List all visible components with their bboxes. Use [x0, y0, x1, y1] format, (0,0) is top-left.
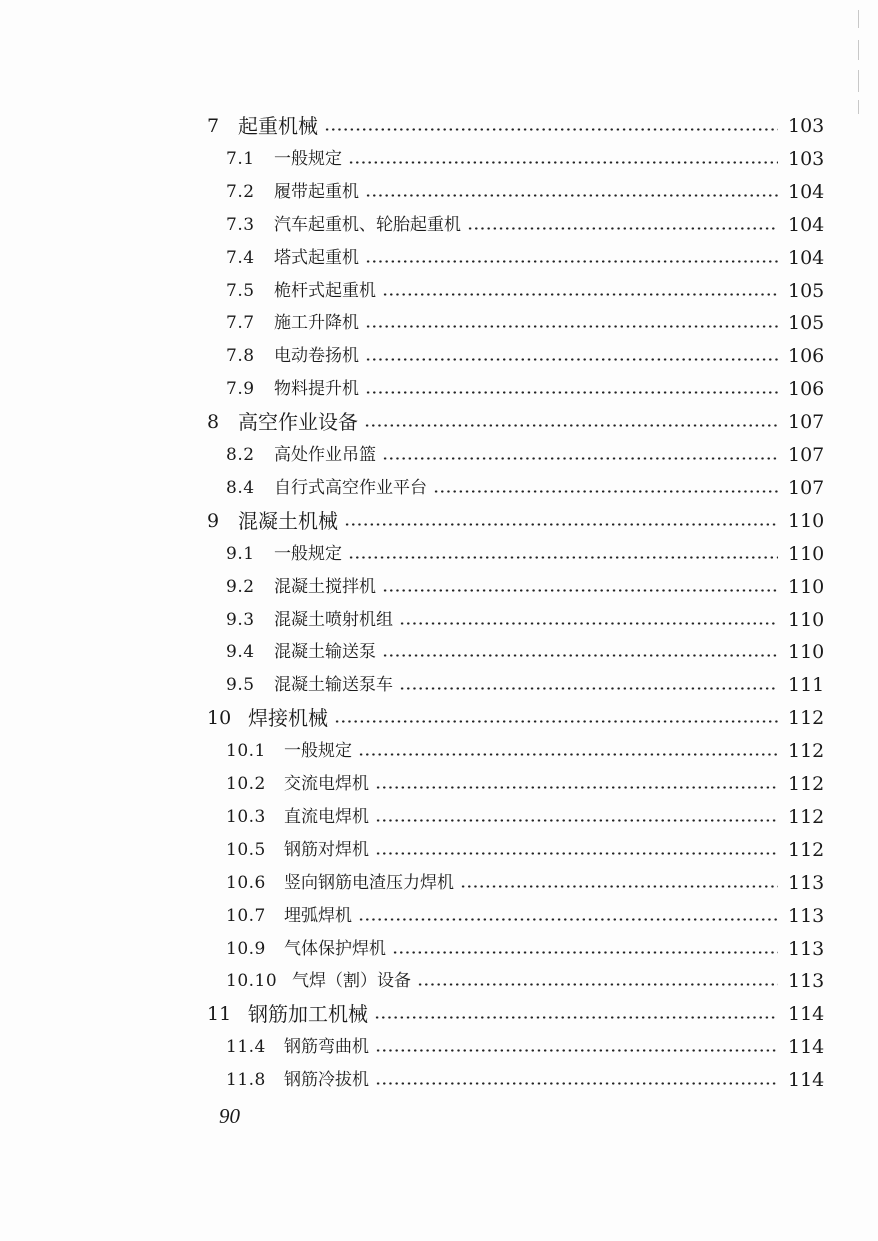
entry-page: 103 — [788, 115, 825, 137]
entry-page: 104 — [788, 180, 825, 203]
toc-entry — [0, 276, 878, 306]
scan-edge-marks — [856, 10, 862, 120]
dot-leader — [344, 523, 778, 526]
entry-title: 桅杆式起重机 — [274, 280, 376, 301]
page-number: 90 — [219, 1104, 240, 1128]
toc-entry — [0, 999, 878, 1029]
entry-page: 114 — [788, 1036, 825, 1059]
entry-page: 110 — [788, 509, 825, 532]
toc-entry — [0, 572, 878, 602]
dot-leader — [399, 622, 778, 625]
toc-entry — [0, 308, 878, 338]
entry-page: 112 — [788, 838, 825, 861]
entry-title: 交流电焊机 — [284, 774, 369, 794]
dot-leader — [467, 227, 778, 230]
entry-page: 114 — [788, 1069, 825, 1092]
dot-leader — [374, 1016, 778, 1019]
entry-title: 高处作业吊篮 — [274, 445, 376, 465]
entry-page: 107 — [788, 444, 825, 466]
entry-number: 7.9 — [226, 379, 255, 400]
entry-page: 104 — [788, 246, 825, 269]
dot-leader — [382, 654, 778, 657]
toc-entry — [0, 835, 878, 865]
dot-leader — [358, 753, 778, 756]
toc-entry — [0, 407, 878, 437]
entry-title: 物料提升机 — [274, 379, 359, 400]
toc-entry — [0, 670, 878, 700]
dot-leader — [334, 720, 778, 723]
entry-page: 110 — [788, 641, 825, 664]
entry-number: 8 — [207, 411, 220, 434]
dot-leader — [365, 194, 778, 197]
dot-leader — [392, 951, 778, 954]
toc-entry — [0, 473, 878, 503]
entry-number: 10.6 — [226, 872, 266, 893]
entry-number: 7 — [207, 115, 220, 137]
entry-title: 埋弧焊机 — [284, 905, 352, 926]
entry-page: 112 — [788, 773, 825, 795]
entry-number: 10.5 — [226, 839, 266, 860]
dot-leader — [382, 293, 778, 296]
entry-number: 9.2 — [226, 576, 255, 597]
entry-page: 113 — [788, 937, 825, 960]
entry-number: 10.3 — [226, 806, 266, 827]
dot-leader — [382, 589, 778, 592]
toc-entry — [0, 111, 878, 141]
entry-number: 7.3 — [226, 214, 255, 235]
entry-title: 汽车起重机、轮胎起重机 — [274, 214, 461, 235]
entry-number: 8.2 — [226, 445, 255, 465]
entry-number: 11.4 — [226, 1037, 266, 1058]
entry-number: 10.2 — [226, 774, 266, 794]
entry-title: 混凝土机械 — [238, 508, 338, 533]
entry-page: 112 — [788, 707, 825, 730]
entry-number: 9.3 — [226, 609, 255, 630]
toc-entry — [0, 769, 878, 799]
entry-title: 钢筋弯曲机 — [284, 1037, 369, 1058]
toc-entry — [0, 1032, 878, 1062]
entry-title: 一般规定 — [274, 148, 342, 169]
entry-title: 电动卷扬机 — [274, 346, 359, 367]
entry-title: 履带起重机 — [274, 181, 359, 202]
entry-page: 104 — [788, 213, 825, 236]
entry-number: 7.8 — [226, 346, 255, 367]
toc-entry — [0, 901, 878, 931]
entry-page: 106 — [788, 345, 825, 368]
toc-entry — [0, 1065, 878, 1095]
entry-number: 9.5 — [226, 675, 255, 696]
entry-page: 107 — [788, 476, 825, 499]
entry-page: 113 — [788, 970, 825, 993]
entry-title: 混凝土输送泵 — [274, 642, 376, 663]
entry-title: 气焊（割）设备 — [292, 971, 411, 992]
entry-title: 钢筋加工机械 — [248, 1002, 368, 1027]
entry-page: 105 — [788, 279, 825, 302]
entry-title: 气体保护焊机 — [284, 938, 386, 959]
toc-entry — [0, 703, 878, 733]
toc-entry — [0, 374, 878, 404]
toc-entry — [0, 637, 878, 667]
entry-number: 11.8 — [226, 1070, 266, 1091]
entry-title: 高空作业设备 — [238, 410, 358, 435]
toc-entry — [0, 539, 878, 569]
toc-entry — [0, 440, 878, 470]
dot-leader — [348, 161, 778, 164]
entry-title: 混凝土搅拌机 — [274, 576, 376, 597]
entry-title: 起重机械 — [238, 114, 318, 138]
entry-title: 钢筋冷拔机 — [284, 1070, 369, 1091]
entry-title: 自行式高空作业平台 — [274, 477, 427, 498]
entry-number: 7.2 — [226, 181, 255, 202]
dot-leader — [348, 556, 778, 559]
dot-leader — [433, 490, 778, 493]
entry-title: 竖向钢筋电渣压力焊机 — [284, 872, 454, 893]
toc-entry — [0, 966, 878, 996]
toc-entry — [0, 934, 878, 964]
dot-leader — [365, 260, 778, 263]
toc-entry — [0, 506, 878, 536]
entry-title: 一般规定 — [274, 543, 342, 564]
entry-page: 107 — [788, 411, 825, 434]
entry-title: 塔式起重机 — [274, 247, 359, 268]
dot-leader — [375, 786, 778, 789]
dot-leader — [358, 918, 778, 921]
dot-leader — [375, 1049, 778, 1052]
entry-number: 10.10 — [226, 971, 278, 992]
dot-leader — [365, 391, 778, 394]
entry-title: 混凝土喷射机组 — [274, 609, 393, 630]
toc-entry — [0, 736, 878, 766]
dot-leader — [365, 358, 778, 361]
toc-entry — [0, 868, 878, 898]
dot-leader — [365, 325, 778, 328]
entry-number: 9.1 — [226, 543, 255, 564]
dot-leader — [460, 885, 778, 888]
entry-title: 直流电焊机 — [284, 806, 369, 827]
entry-page: 111 — [788, 674, 825, 697]
entry-number: 9 — [207, 509, 220, 532]
entry-page: 110 — [788, 542, 825, 565]
entry-number: 7.4 — [226, 247, 255, 268]
dot-leader — [375, 819, 778, 822]
entry-number: 10.7 — [226, 905, 266, 926]
entry-title: 焊接机械 — [248, 706, 328, 731]
dot-leader — [375, 852, 778, 855]
entry-number: 10.9 — [226, 938, 266, 959]
toc-entry — [0, 341, 878, 371]
dot-leader — [324, 128, 778, 131]
entry-number: 10 — [207, 707, 232, 730]
entry-page: 113 — [788, 871, 825, 894]
toc-entry — [0, 144, 878, 174]
toc-entry — [0, 210, 878, 240]
entry-page: 114 — [788, 1003, 825, 1026]
entry-page: 110 — [788, 608, 825, 631]
dot-leader — [382, 457, 778, 460]
toc-entry — [0, 802, 878, 832]
entry-number: 9.4 — [226, 642, 255, 663]
entry-number: 7.1 — [226, 148, 255, 169]
toc-entry — [0, 243, 878, 273]
entry-page: 106 — [788, 378, 825, 401]
entry-page: 110 — [788, 575, 825, 598]
entry-title: 一般规定 — [284, 741, 352, 762]
entry-page: 113 — [788, 904, 825, 927]
entry-number: 7.5 — [226, 280, 255, 301]
entry-title: 钢筋对焊机 — [284, 839, 369, 860]
toc-entry — [0, 177, 878, 207]
dot-leader — [417, 983, 778, 986]
toc-entry — [0, 605, 878, 635]
entry-title: 混凝土输送泵车 — [274, 675, 393, 696]
entry-number: 10.1 — [226, 741, 266, 762]
dot-leader — [399, 687, 778, 690]
entry-number: 8.4 — [226, 477, 255, 498]
entry-page: 103 — [788, 147, 825, 170]
entry-page: 105 — [788, 312, 825, 335]
entry-page: 112 — [788, 805, 825, 828]
entry-title: 施工升降机 — [274, 313, 359, 334]
entry-page: 112 — [788, 740, 825, 763]
dot-leader — [375, 1082, 778, 1085]
entry-number: 11 — [207, 1003, 232, 1026]
entry-number: 7.7 — [226, 313, 255, 334]
dot-leader — [364, 424, 778, 427]
